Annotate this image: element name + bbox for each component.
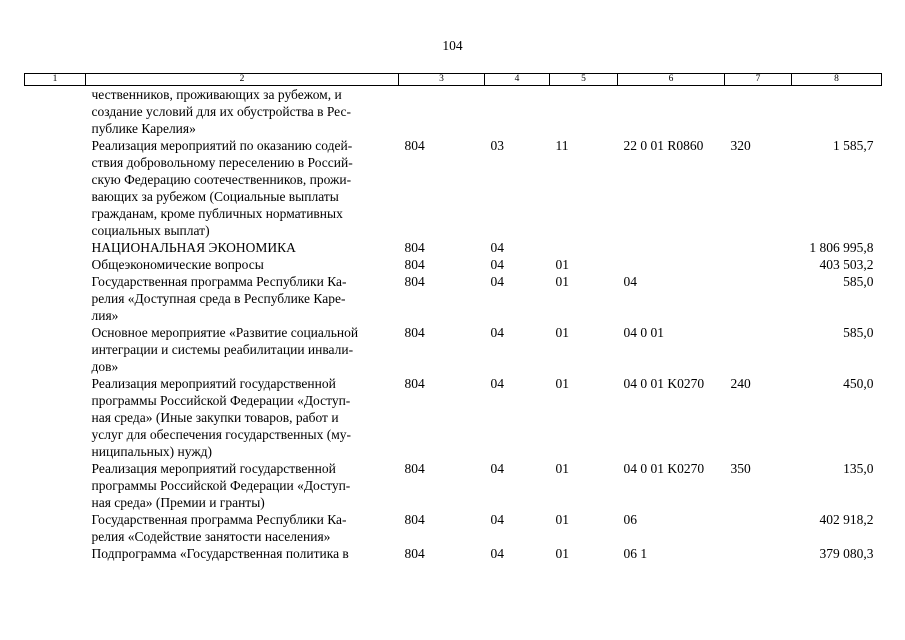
expense-type-cell xyxy=(725,239,792,256)
subsection-code-cell: 01 xyxy=(555,325,569,340)
table-row xyxy=(25,545,882,562)
department-code-cell: 804 xyxy=(404,240,425,255)
item-name-line: социальных выплат) xyxy=(91,223,210,238)
item-name-line: услуг для обеспечения государственных (му- xyxy=(91,427,352,442)
subsection-code-cell: 01 xyxy=(555,546,569,561)
item-name-line: Реализация мероприятий государственной xyxy=(91,461,336,476)
expense-type-cell: 240 xyxy=(730,376,751,391)
department-code-cell: 804 xyxy=(404,325,425,340)
item-name-line: релия «Доступная среда в Республике Каре- xyxy=(91,291,346,306)
expense-type-cell: 320 xyxy=(730,138,751,153)
table-body xyxy=(25,86,882,563)
subsection-code-cell: 01 xyxy=(555,376,569,391)
item-name-line: Общеэкономические вопросы xyxy=(91,257,264,272)
row-number-cell xyxy=(25,137,86,239)
column-number-4: 4 xyxy=(485,74,550,86)
column-number-header-row xyxy=(25,74,882,86)
subsection-code-cell: 11 xyxy=(555,138,569,153)
subsection-code-cell: 01 xyxy=(555,274,569,289)
expense-type-cell xyxy=(725,256,792,273)
table-row xyxy=(25,511,882,545)
section-code-cell: 04 xyxy=(490,274,504,289)
target-article-cell: 06 1 xyxy=(623,546,648,561)
amount-cell: 135,0 xyxy=(843,461,874,476)
row-number-cell xyxy=(25,375,86,460)
item-name-line: НАЦИОНАЛЬНАЯ ЭКОНОМИКА xyxy=(91,240,296,255)
section-code-cell: 03 xyxy=(490,138,504,153)
item-name-cell xyxy=(86,86,399,138)
subsection-code-cell: 01 xyxy=(555,461,569,476)
page-number: 104 xyxy=(442,38,463,53)
target-article-cell xyxy=(618,239,725,256)
expense-type-cell xyxy=(725,324,792,375)
table-row xyxy=(25,86,882,138)
item-name-line: публике Карелия» xyxy=(91,121,196,136)
item-name-line: Основное мероприятие «Развитие социальной xyxy=(91,325,359,340)
item-name-cell xyxy=(86,375,399,460)
item-name-line: вающих за рубежом (Социальные выплаты xyxy=(91,189,339,204)
amount-cell: 585,0 xyxy=(843,274,874,289)
item-name-cell xyxy=(86,256,399,273)
row-number-cell xyxy=(25,324,86,375)
row-number-cell xyxy=(25,239,86,256)
target-article-cell: 04 0 01 K0270 xyxy=(623,376,705,391)
budget-table xyxy=(24,73,882,562)
expense-type-cell xyxy=(725,273,792,324)
item-name-line: лия» xyxy=(91,308,119,323)
item-name-cell xyxy=(86,545,399,562)
column-number-8: 8 xyxy=(792,74,882,86)
item-name-line: программы Российской Федерации «Доступ- xyxy=(91,478,351,493)
item-name-line: ная среда» (Премии и гранты) xyxy=(91,495,265,510)
table-row xyxy=(25,273,882,324)
item-name-line: Реализация мероприятий по оказанию содей- xyxy=(91,138,353,153)
subsection-code-cell xyxy=(550,86,618,138)
column-number-7: 7 xyxy=(725,74,792,86)
item-name-line: скую Федерацию соотечественников, прожи- xyxy=(91,172,352,187)
amount-cell: 1 806 995,8 xyxy=(809,240,874,255)
target-article-cell: 04 xyxy=(623,274,637,289)
expense-type-cell xyxy=(725,545,792,562)
item-name-cell xyxy=(86,239,399,256)
subsection-code-cell xyxy=(550,239,618,256)
amount-cell xyxy=(792,86,882,138)
row-number-cell xyxy=(25,86,86,138)
item-name-cell xyxy=(86,324,399,375)
row-number-cell xyxy=(25,273,86,324)
amount-cell: 402 918,2 xyxy=(819,512,874,527)
section-code-cell: 04 xyxy=(490,376,504,391)
column-number-5: 5 xyxy=(550,74,618,86)
item-name-line: Государственная программа Республики Ка- xyxy=(91,512,347,527)
row-number-cell xyxy=(25,460,86,511)
column-number-3: 3 xyxy=(399,74,485,86)
item-name-line: Подпрограмма «Государственная политика в xyxy=(91,546,349,561)
item-name-line: ствия добровольному переселению в Россий- xyxy=(91,155,353,170)
amount-cell: 450,0 xyxy=(843,376,874,391)
item-name-line: дов» xyxy=(91,359,119,374)
item-name-line: чественников, проживающих за рубежом, и xyxy=(91,87,342,102)
item-name-line: гражданам, кроме публичных нормативных xyxy=(91,206,343,221)
section-code-cell: 04 xyxy=(490,461,504,476)
table-row xyxy=(25,324,882,375)
section-code-cell: 04 xyxy=(490,546,504,561)
item-name-cell xyxy=(86,273,399,324)
section-code-cell: 04 xyxy=(490,240,504,255)
department-code-cell xyxy=(399,86,485,138)
target-article-cell: 04 0 01 xyxy=(623,325,664,340)
column-number-6: 6 xyxy=(618,74,725,86)
department-code-cell: 804 xyxy=(404,257,425,272)
item-name-line: создание условий для их обустройства в Рес- xyxy=(91,104,351,119)
target-article-cell xyxy=(618,256,725,273)
department-code-cell: 804 xyxy=(404,512,425,527)
item-name-cell xyxy=(86,460,399,511)
table-row xyxy=(25,256,882,273)
column-number-1: 1 xyxy=(25,74,86,86)
row-number-cell xyxy=(25,511,86,545)
department-code-cell: 804 xyxy=(404,461,425,476)
department-code-cell: 804 xyxy=(404,138,425,153)
department-code-cell: 804 xyxy=(404,376,425,391)
table-row xyxy=(25,137,882,239)
amount-cell: 1 585,7 xyxy=(833,138,874,153)
row-number-cell xyxy=(25,256,86,273)
target-article-cell: 04 0 01 K0270 xyxy=(623,461,705,476)
item-name-cell xyxy=(86,137,399,239)
item-name-line: программы Российской Федерации «Доступ- xyxy=(91,393,351,408)
item-name-line: релия «Содействие занятости населения» xyxy=(91,529,331,544)
table-row xyxy=(25,460,882,511)
item-name-line: Реализация мероприятий государственной xyxy=(91,376,336,391)
column-number-2: 2 xyxy=(86,74,399,86)
subsection-code-cell: 01 xyxy=(555,512,569,527)
amount-cell: 379 080,3 xyxy=(819,546,874,561)
target-article-cell: 22 0 01 R0860 xyxy=(623,138,704,153)
target-article-cell xyxy=(618,86,725,138)
target-article-cell: 06 xyxy=(623,512,637,527)
section-code-cell xyxy=(485,86,550,138)
department-code-cell: 804 xyxy=(404,546,425,561)
expense-type-cell: 350 xyxy=(730,461,751,476)
expense-type-cell xyxy=(725,511,792,545)
item-name-line: интеграции и системы реабилитации инвали- xyxy=(91,342,354,357)
subsection-code-cell: 01 xyxy=(555,257,569,272)
amount-cell: 585,0 xyxy=(843,325,874,340)
item-name-line: ниципальных) нужд) xyxy=(91,444,213,459)
item-name-cell xyxy=(86,511,399,545)
item-name-line: Государственная программа Республики Ка- xyxy=(91,274,347,289)
item-name-line: ная среда» (Иные закупки товаров, работ и xyxy=(91,410,339,425)
section-code-cell: 04 xyxy=(490,512,504,527)
section-code-cell: 04 xyxy=(490,325,504,340)
amount-cell: 403 503,2 xyxy=(819,257,874,272)
expense-type-cell xyxy=(725,86,792,138)
table-row xyxy=(25,375,882,460)
section-code-cell: 04 xyxy=(490,257,504,272)
department-code-cell: 804 xyxy=(404,274,425,289)
row-number-cell xyxy=(25,545,86,562)
table-row xyxy=(25,239,882,256)
